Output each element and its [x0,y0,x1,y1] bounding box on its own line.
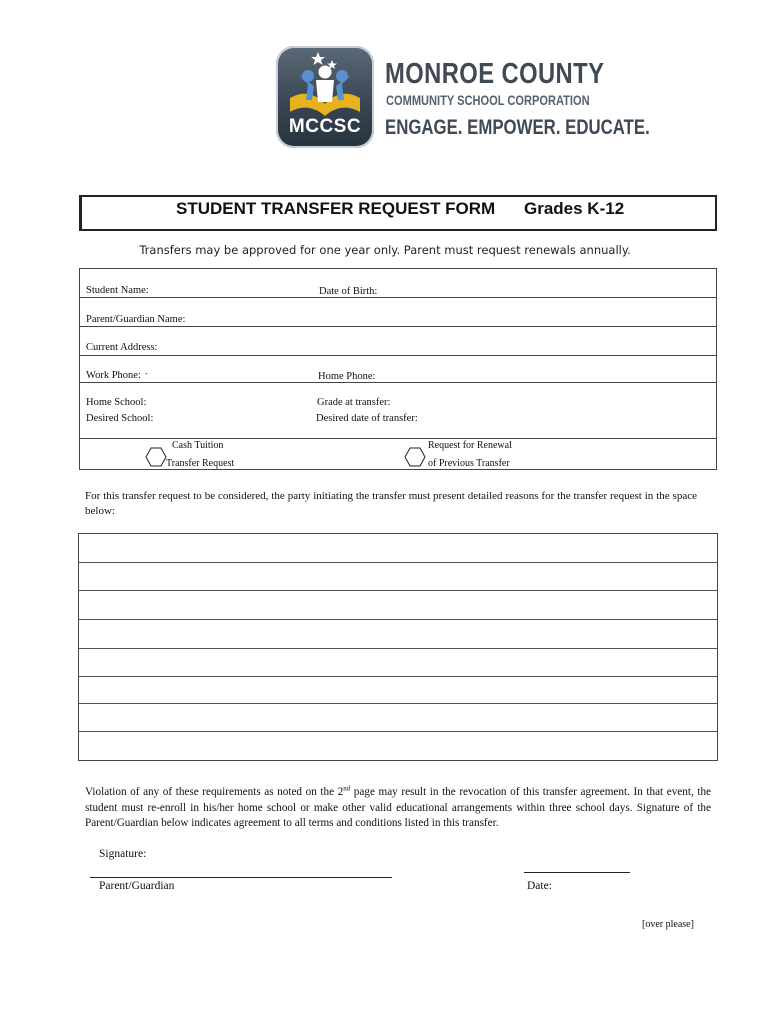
table-row-divider [79,297,717,298]
table-row-divider [79,382,717,383]
transfer-request-label: Transfer Request [166,458,235,469]
form-grades: Grades K-12 [524,199,625,218]
reason-line [78,648,718,649]
home-phone-field[interactable]: Home Phone: [318,371,376,382]
form-subtitle: Transfers may be approved for one year only. Parent must request renewals annually. [139,243,631,257]
reason-instructions: For this transfer request to be considered, the party initiating the transfer must present detailed reasons for the transfer request in the space below: [85,490,697,517]
reason-line [78,590,718,591]
reason-line [78,703,718,704]
cash-tuition-label: Cash Tuition [172,440,224,451]
work-phone-field[interactable]: Work Phone: [86,370,141,381]
logo-name-line2: COMMUNITY SCHOOL CORPORATION [386,93,590,108]
previous-transfer-label: of Previous Transfer [428,458,510,469]
student-name-field[interactable]: Student Name: [86,285,149,296]
date-label: Date: [527,880,552,892]
violation-text-part2: page may result in the revocation of this transfer agreement. In that event, the student must re-enroll in his/her home school or make other valid educational arrangements within three school days. Signature of the Parent/Guardian below indicates agreement to all terms and conditions listed in this transfer. [85,786,712,829]
renewal-hexagon-checkbox-icon[interactable] [404,447,426,467]
parent-guardian-label: Parent/Guardian [99,880,175,892]
violation-text-part1: Violation of any of these requirements as noted on the 2 [85,786,344,798]
date-of-birth-field[interactable]: Date of Birth: [319,286,378,297]
form-title: STUDENT TRANSFER REQUEST FORM [176,199,496,218]
parent-guardian-name-field[interactable]: Parent/Guardian Name: [86,314,186,325]
table-row-divider [79,438,717,439]
reason-line [78,731,718,732]
date-line[interactable] [524,872,630,873]
reason-line [78,562,718,563]
logo-name-line1: MONROE COUNTY [385,58,605,90]
desired-school-field[interactable]: Desired School: [86,413,154,424]
work-phone-mark: - [145,369,148,378]
grade-at-transfer-field[interactable]: Grade at transfer: [317,397,391,408]
violation-superscript: nd [343,784,351,793]
logo-abbreviation: MCCSC [288,116,362,137]
reasons-text-area[interactable] [78,533,718,761]
reason-line [78,619,718,620]
desired-date-field[interactable]: Desired date of transfer: [316,413,418,424]
mccsc-logo-badge [276,46,374,148]
current-address-field[interactable]: Current Address: [86,342,158,353]
over-please-note: [over please] [642,919,694,930]
logo-tagline: ENGAGE. EMPOWER. EDUCATE. [385,116,650,139]
home-school-field[interactable]: Home School: [86,397,147,408]
cash-tuition-hexagon-checkbox-icon[interactable] [145,447,167,467]
violation-notice [85,785,711,832]
table-row-divider [79,326,717,327]
parent-signature-line[interactable] [90,877,392,878]
reason-line [78,676,718,677]
signature-label: Signature: [99,848,147,860]
table-row-divider [79,355,717,356]
request-renewal-label: Request for Renewal [428,440,512,451]
